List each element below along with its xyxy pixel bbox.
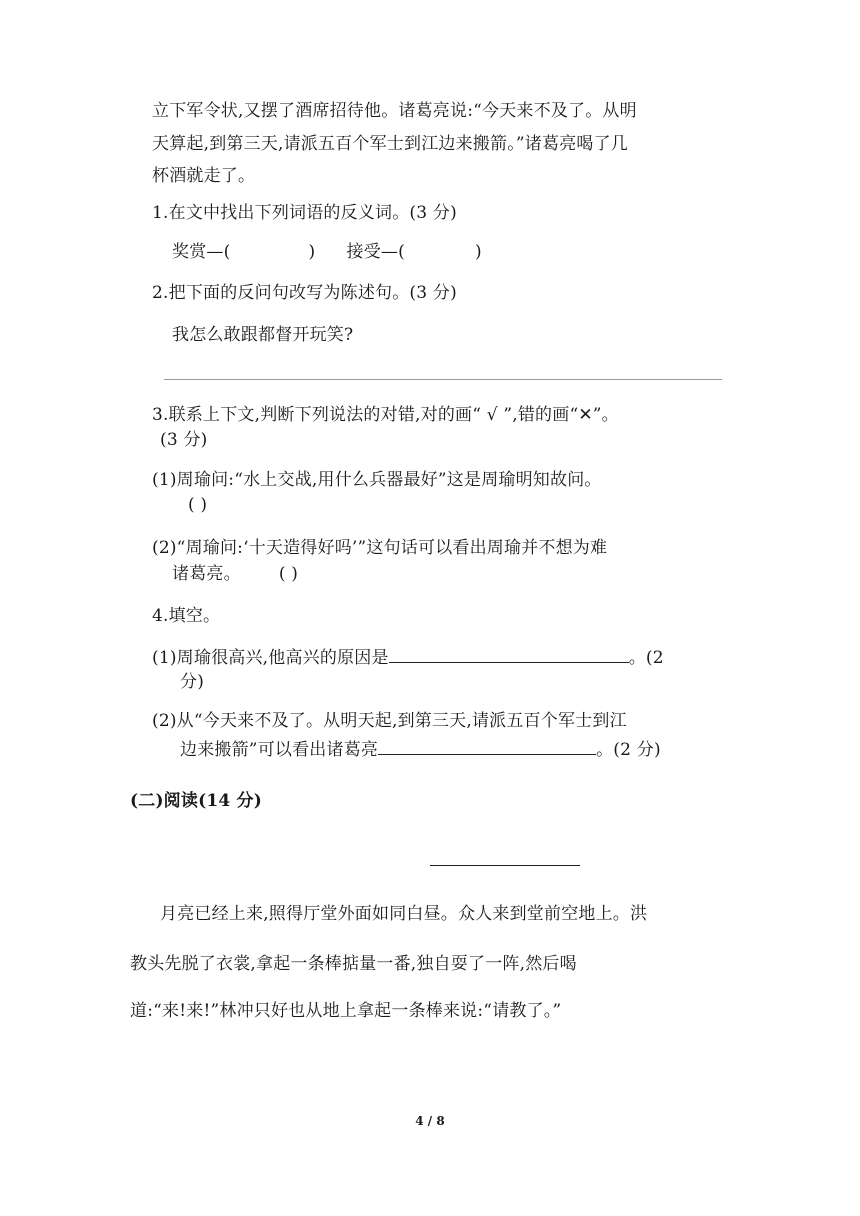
q4-item2-line-2 [180,736,661,762]
q3-item2-line-1: (2)“周瑜问:‘十天造得好吗’”这句话可以看出周瑜并不想为难 [152,538,608,558]
passage-line-3: 杯酒就走了。 [152,166,256,186]
q3-item1-answer-parens[interactable]: ( ) [188,495,208,515]
q2-prompt: 2.把下面的反问句改写为陈述句。(3 分) [152,283,457,303]
q2-answer-line[interactable] [164,379,722,380]
q1-items [172,240,482,264]
q1-item2-close: ) [474,242,482,262]
q4-item1-blank[interactable] [389,644,629,663]
passage2-line-3: 道:“来!来!”林冲只好也从地上拿起一条棒来说:“请教了。” [130,1001,562,1021]
q3-item1-line-1: (1)周瑜问:“水上交战,用什么兵器最好”这是周瑜明知故问。 [152,470,602,490]
title-blank-line[interactable] [430,865,580,866]
q4-item1-line-2: 分) [180,672,205,692]
page-number: 4 / 8 [415,1114,445,1128]
q3-item2-text: 诸葛亮。 [172,564,241,584]
q4-item1-score: 。(2 [628,648,664,668]
passage2-line-2: 教头先脱了衣裳,拿起一条棒掂量一番,独自耍了一阵,然后喝 [130,954,577,974]
passage-line-2: 天算起,到第三天,请派五百个军士到江边来搬箭。”诸葛亮喝了几 [152,134,628,154]
q1-item1-label: 奖赏—( [172,242,231,262]
q4-item2-text: 边来搬箭”可以看出诸葛亮 [180,740,379,760]
q2-sentence: 我怎么敢跟都督开玩笑? [172,325,354,345]
passage2-line-1: 月亮已经上来,照得厅堂外面如同白昼。众人来到堂前空地上。洪 [160,904,648,924]
q4-item2-score: 。(2 分) [596,740,661,760]
q4-item2-blank[interactable] [378,736,596,755]
section-heading: (二)阅读(14 分) [130,791,262,811]
passage-line-1: 立下军令状,又摆了酒席招待他。诸葛亮说:“今天来不及了。从明 [152,101,637,121]
q1-item1-close: ) [308,242,316,262]
q4-item1-text: (1)周瑜很高兴,他高兴的原因是 [152,648,389,668]
q3-item2-line-2 [172,562,298,586]
q1-prompt: 1.在文中找出下列词语的反义词。(3 分) [152,203,457,223]
q4-item1-line-1 [152,644,664,670]
q4-prompt: 4.填空。 [152,606,221,626]
q4-item2-line-1: (2)从“今天来不及了。从明天起,到第三天,请派五百个军士到江 [152,711,627,731]
q3-prompt-line-1: 3.联系上下文,判断下列说法的对错,对的画“ √ ”,错的画“✕”。 [152,405,619,425]
q3-item2-answer-parens[interactable]: ( ) [278,564,299,584]
q1-item2-label: 接受—( [346,242,405,262]
q3-prompt-line-2: (3 分) [160,430,208,450]
